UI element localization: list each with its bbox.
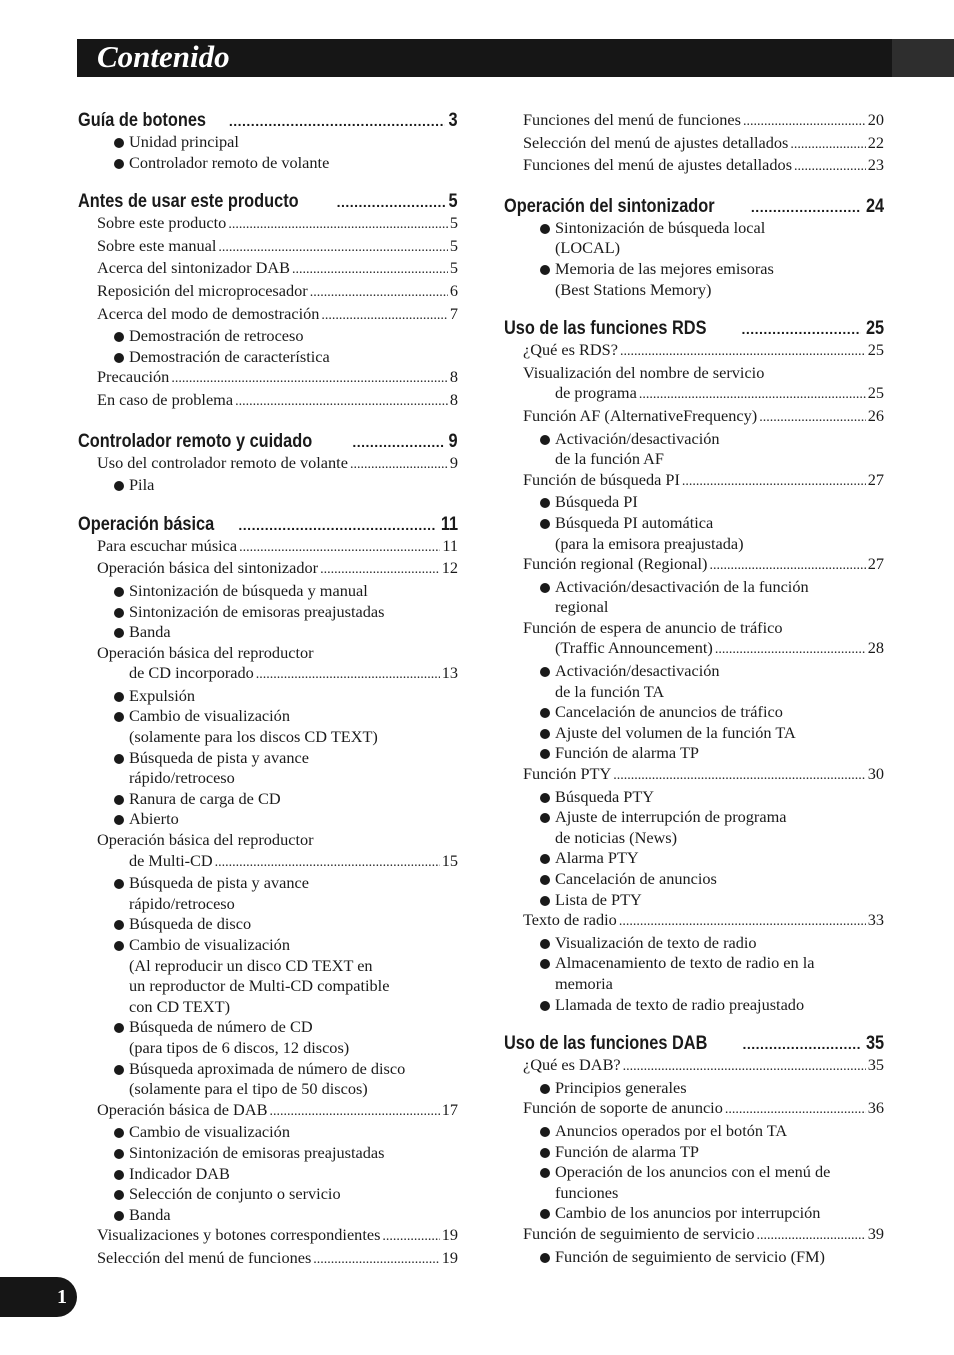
toc-entry bbox=[504, 340, 884, 363]
toc-leader-dots bbox=[790, 135, 865, 156]
page-number-tab bbox=[0, 1277, 77, 1317]
toc-entry-label: Para escuchar música bbox=[97, 535, 238, 555]
toc-page-number: 20 bbox=[867, 110, 884, 129]
toc-page-number: 11 bbox=[440, 513, 458, 535]
toc-leader-dots bbox=[228, 215, 448, 236]
toc-bullet-item bbox=[78, 132, 458, 153]
toc-bullet-item bbox=[504, 702, 884, 723]
toc-entry bbox=[78, 281, 458, 304]
toc-continuation-text: funciones bbox=[555, 1182, 619, 1202]
toc-bullet-item bbox=[504, 1162, 884, 1183]
toc-right-column bbox=[504, 110, 884, 1267]
toc-page-number: 24 bbox=[865, 195, 884, 217]
toc-page-number: 6 bbox=[449, 280, 458, 300]
toc-bullet-text: Demostración de retroceso bbox=[129, 326, 304, 346]
toc-leader-dots bbox=[320, 560, 440, 581]
toc-section-heading bbox=[504, 1033, 884, 1055]
toc-entry bbox=[504, 383, 884, 406]
toc-entry-label: Acerca del modo de demostración bbox=[97, 303, 320, 323]
toc-leader-dots bbox=[352, 434, 445, 450]
toc-bullet-item bbox=[504, 848, 884, 869]
toc-entry bbox=[78, 558, 458, 581]
toc-entry-label: Uso de las funciones DAB bbox=[504, 1033, 708, 1055]
toc-entry-label: Reposición del microprocesador bbox=[97, 280, 308, 300]
toc-continuation-text: regional bbox=[555, 597, 609, 617]
toc-entry-label: Función de soporte de anuncio bbox=[523, 1098, 723, 1118]
toc-continuation-text: rápido/retroceso bbox=[129, 768, 235, 788]
header-banner bbox=[77, 39, 954, 77]
toc-entry-label: Selección del menú de ajustes detallados bbox=[523, 132, 789, 152]
toc-bullet-text: Ranura de carga de CD bbox=[129, 788, 281, 808]
toc-bullet-item bbox=[78, 914, 458, 935]
toc-bullet-item bbox=[504, 429, 884, 450]
toc-leader-dots bbox=[256, 665, 440, 686]
toc-page-number: 9 bbox=[449, 452, 458, 472]
toc-bullet-item bbox=[504, 661, 884, 682]
toc-entry-label: Funciones del menú de funciones bbox=[523, 110, 741, 129]
toc-page-number: 22 bbox=[867, 132, 884, 152]
toc-bullet-text: Búsqueda PTY bbox=[555, 786, 655, 806]
toc-bullet-item bbox=[504, 1142, 884, 1163]
toc-page-number: 7 bbox=[449, 303, 458, 323]
toc-continuation-text: de la función TA bbox=[555, 681, 665, 701]
toc-entry-label: Operación del sintonizador bbox=[504, 195, 715, 217]
toc-entry bbox=[78, 258, 458, 281]
toc-bullet-item bbox=[78, 1122, 458, 1143]
toc-entry-label: Función de búsqueda PI bbox=[523, 469, 680, 489]
toc-leader-dots bbox=[218, 238, 448, 259]
toc-continuation-text: (solamente para el tipo de 50 discos) bbox=[129, 1079, 368, 1099]
toc-entry-label: Antes de usar este producto bbox=[78, 191, 299, 213]
toc-left-column bbox=[78, 110, 458, 1271]
toc-entry-label: Sobre este manual bbox=[97, 235, 217, 255]
toc-leader-dots bbox=[350, 455, 448, 476]
toc-bullet-text: Controlador remoto de volante bbox=[129, 152, 330, 172]
toc-bullet-item bbox=[504, 995, 884, 1016]
toc-bullet-item bbox=[78, 789, 458, 810]
toc-bullet-text: Ajuste de interrupción de programa bbox=[555, 807, 787, 827]
toc-entry bbox=[78, 536, 458, 559]
toc-leader-dots bbox=[743, 1036, 861, 1052]
toc-bullet-item bbox=[78, 1017, 458, 1038]
toc-entry bbox=[504, 133, 884, 156]
toc-continuation-text: (LOCAL) bbox=[555, 238, 621, 258]
toc-page-number: 8 bbox=[449, 389, 458, 409]
toc-entry bbox=[78, 1225, 458, 1248]
toc-entry-label: Precaución bbox=[97, 367, 170, 387]
toc-entry bbox=[504, 638, 884, 661]
toc-leader-dots bbox=[229, 113, 446, 129]
toc-leader-dots bbox=[292, 260, 448, 281]
toc-entry bbox=[78, 663, 458, 686]
toc-leader-dots bbox=[313, 1250, 439, 1271]
toc-leader-dots bbox=[794, 157, 866, 178]
toc-entry bbox=[504, 1098, 884, 1121]
toc-page-number: 5 bbox=[449, 235, 458, 255]
toc-bullet-text: Sintonización de búsqueda y manual bbox=[129, 580, 368, 600]
toc-bullet-item bbox=[78, 622, 458, 643]
toc-leader-dots bbox=[751, 199, 861, 215]
toc-bullet-item bbox=[78, 935, 458, 956]
toc-entry-text bbox=[504, 618, 884, 639]
toc-page-number: 5 bbox=[448, 191, 458, 213]
toc-entry-label: Función de seguimiento de servicio bbox=[523, 1223, 755, 1243]
toc-bullet-item bbox=[504, 577, 884, 598]
toc-page-number: 15 bbox=[441, 850, 458, 870]
toc-continuation-text: de la función AF bbox=[555, 449, 664, 469]
toc-bullet-text: Búsqueda PI automática bbox=[555, 512, 714, 532]
toc-continuation-text: memoria bbox=[555, 973, 613, 993]
toc-bullet-text: Cambio de visualización bbox=[129, 1122, 290, 1142]
toc-entry-label: de CD incorporado bbox=[129, 663, 254, 683]
toc-page-number: 11 bbox=[442, 535, 458, 555]
toc-entry-label: Función regional (Regional) bbox=[523, 554, 708, 574]
toc-entry-label: Guía de botones bbox=[78, 110, 207, 131]
toc-bullet-text: Activación/desactivación bbox=[555, 661, 720, 681]
toc-entry-text bbox=[504, 363, 884, 384]
toc-section-heading bbox=[78, 514, 458, 536]
toc-bullet-item bbox=[504, 953, 884, 974]
toc-leader-dots bbox=[715, 640, 866, 661]
toc-entry bbox=[78, 304, 458, 327]
header-tab bbox=[892, 39, 954, 77]
toc-entry-label: de programa bbox=[555, 383, 637, 403]
toc-page-number: 19 bbox=[441, 1247, 458, 1267]
toc-bullet-text: Lista de PTY bbox=[555, 889, 642, 909]
toc-leader-dots bbox=[682, 472, 866, 493]
toc-section-heading bbox=[504, 196, 884, 218]
toc-entry bbox=[504, 1055, 884, 1078]
toc-page-number: 28 bbox=[867, 638, 884, 658]
toc-bullet-item bbox=[504, 890, 884, 911]
toc-bullet-text: Búsqueda aproximada de número de disco bbox=[129, 1058, 406, 1078]
toc-bullet-text: Búsqueda de pista y avance bbox=[129, 747, 309, 767]
toc-leader-dots bbox=[269, 1102, 439, 1123]
toc-leader-dots bbox=[310, 283, 448, 304]
toc-entry-label: Función de espera de anuncio de tráfico bbox=[523, 617, 783, 637]
toc-continuation-text: (Al reproducir un disco CD TEXT en bbox=[129, 955, 373, 975]
toc-leader-dots bbox=[239, 538, 440, 559]
toc-page-number: 35 bbox=[865, 1033, 884, 1055]
toc-page-number: 35 bbox=[867, 1055, 884, 1075]
toc-bullet-item bbox=[78, 1059, 458, 1080]
toc-bullet-text: Función de alarma TP bbox=[555, 743, 699, 763]
toc-entry bbox=[78, 851, 458, 874]
toc-bullet-text: Cancelación de anuncios bbox=[555, 869, 717, 888]
toc-bullet-item bbox=[504, 1203, 884, 1224]
toc-page-number: 17 bbox=[441, 1099, 458, 1119]
toc-bullet-item bbox=[78, 475, 458, 496]
toc-leader-dots bbox=[743, 112, 866, 133]
toc-bullet-text: Llamada de texto de radio preajustado bbox=[555, 994, 805, 1014]
toc-bullet-item bbox=[78, 1184, 458, 1205]
toc-bullet-item bbox=[78, 873, 458, 894]
toc-bullet-text: Sintonización de emisoras preajustadas bbox=[129, 1142, 385, 1162]
toc-entry-text bbox=[78, 643, 458, 664]
toc-entry-label: Operación básica del reproductor bbox=[97, 642, 314, 662]
toc-page-number: 25 bbox=[865, 318, 884, 340]
toc-bullet-text: Banda bbox=[129, 622, 171, 642]
toc-bullet-text: Expulsión bbox=[129, 685, 196, 705]
toc-entry bbox=[504, 110, 884, 133]
toc-bullet-text: Memoria de las mejores emisoras bbox=[555, 258, 774, 278]
toc-bullet-text: Ajuste del volumen de la función TA bbox=[555, 722, 796, 742]
toc-bullet-text: Indicador DAB bbox=[129, 1163, 230, 1183]
toc-entry-label: de Multi-CD bbox=[129, 850, 213, 870]
toc-leader-dots bbox=[215, 853, 440, 874]
toc-page-number: 25 bbox=[867, 340, 884, 360]
toc-page-number: 3 bbox=[448, 110, 458, 131]
toc-entry bbox=[78, 367, 458, 390]
toc-leader-dots bbox=[725, 1100, 866, 1121]
toc-bullet-text: Unidad principal bbox=[129, 132, 239, 151]
toc-page-number: 27 bbox=[867, 554, 884, 574]
toc-page-number: 26 bbox=[867, 405, 884, 425]
toc-bullet-item bbox=[78, 706, 458, 727]
toc-continuation-text: con CD TEXT) bbox=[129, 996, 230, 1016]
toc-bullet-item bbox=[78, 326, 458, 347]
toc-page-number: 5 bbox=[449, 258, 458, 278]
toc-bullet-text: Activación/desactivación de la función bbox=[555, 576, 809, 596]
page-title: Contenido bbox=[97, 39, 230, 74]
toc-bullet-item bbox=[504, 513, 884, 534]
toc-entry-label: Operación básica bbox=[78, 513, 215, 535]
toc-bullet-item bbox=[78, 1205, 458, 1226]
toc-entry-label: En caso de problema bbox=[97, 389, 234, 409]
toc-leader-dots bbox=[238, 517, 436, 533]
toc-leader-dots bbox=[709, 556, 865, 577]
toc-bullet-text: Visualización de texto de radio bbox=[555, 932, 757, 952]
toc-bullet-item bbox=[504, 1247, 884, 1268]
toc-page-number: 30 bbox=[867, 764, 884, 784]
toc-leader-dots bbox=[613, 766, 866, 787]
toc-entry bbox=[78, 236, 458, 259]
toc-entry-label: (Traffic Announcement) bbox=[555, 638, 713, 658]
toc-bullet-item bbox=[504, 869, 884, 890]
toc-continuation-text: (para tipos de 6 discos, 12 discos) bbox=[129, 1037, 350, 1057]
toc-bullet-text: Búsqueda PI bbox=[555, 492, 638, 512]
toc-entry-label: Operación básica de DAB bbox=[97, 1099, 268, 1119]
toc-page-number: 36 bbox=[867, 1098, 884, 1118]
toc-page-number: 27 bbox=[867, 469, 884, 489]
toc-bullet-text: Función de seguimiento de servicio (FM) bbox=[555, 1246, 825, 1266]
toc-continuation-text: un reproductor de Multi-CD compatible bbox=[129, 976, 390, 996]
toc-continuation-text: rápido/retroceso bbox=[129, 893, 235, 913]
toc-leader-dots bbox=[623, 1057, 866, 1078]
toc-entry-label: Visualización del nombre de servicio bbox=[523, 362, 765, 382]
toc-bullet-item bbox=[504, 807, 884, 828]
toc-bullet-item bbox=[78, 1164, 458, 1185]
toc-bullet-item bbox=[78, 153, 458, 174]
toc-page-number: 9 bbox=[448, 430, 458, 452]
toc-leader-dots bbox=[620, 342, 866, 363]
toc-bullet-item bbox=[504, 933, 884, 954]
toc-bullet-item bbox=[504, 743, 884, 764]
toc-entry bbox=[78, 213, 458, 236]
toc-section-heading bbox=[78, 431, 458, 453]
toc-entry-label: Uso del controlador remoto de volante bbox=[97, 452, 348, 472]
toc-entry-label: ¿Qué es RDS? bbox=[523, 340, 618, 360]
toc-continuation-text: de noticias (News) bbox=[555, 827, 678, 847]
toc-entry bbox=[504, 910, 884, 933]
toc-bullet-text: Pila bbox=[129, 475, 155, 495]
toc-bullet-item bbox=[504, 723, 884, 744]
toc-entry bbox=[78, 1248, 458, 1271]
toc-entry-label: Función AF (AlternativeFrequency) bbox=[523, 405, 758, 425]
toc-bullet-text: Anuncios operados por el botón TA bbox=[555, 1120, 788, 1140]
toc-section-heading bbox=[504, 318, 884, 340]
toc-bullet-text: Sintonización de búsqueda local bbox=[555, 217, 766, 237]
toc-bullet-text: Alarma PTY bbox=[555, 848, 639, 868]
toc-bullet-text: Activación/desactivación bbox=[555, 428, 720, 448]
toc-entry bbox=[504, 764, 884, 787]
toc-entry bbox=[504, 406, 884, 429]
toc-bullet-text: Sintonización de emisoras preajustadas bbox=[129, 601, 385, 621]
toc-bullet-item bbox=[504, 1121, 884, 1142]
toc-bullet-text: Selección de conjunto o servicio bbox=[129, 1184, 341, 1204]
toc-continuation-text: (para la emisora preajustada) bbox=[555, 533, 744, 553]
page-number: 1 bbox=[57, 1286, 67, 1308]
toc-leader-dots bbox=[639, 385, 866, 406]
toc-section-heading bbox=[78, 110, 458, 132]
toc-bullet-item bbox=[504, 492, 884, 513]
toc-entry bbox=[78, 453, 458, 476]
toc-bullet-text: Búsqueda de disco bbox=[129, 914, 252, 934]
toc-page-number: 39 bbox=[867, 1223, 884, 1243]
toc-entry-label: Funciones del menú de ajustes detallados bbox=[523, 155, 793, 175]
toc-bullet-text: Cambio de visualización bbox=[129, 706, 290, 726]
toc-bullet-text: Banda bbox=[129, 1204, 171, 1224]
toc-entry bbox=[78, 390, 458, 413]
toc-bullet-item bbox=[78, 347, 458, 368]
toc-bullet-item bbox=[504, 259, 884, 280]
toc-leader-dots bbox=[235, 392, 448, 413]
toc-section-heading bbox=[78, 191, 458, 213]
toc-entry bbox=[504, 155, 884, 178]
toc-entry-label: Acerca del sintonizador DAB bbox=[97, 258, 291, 278]
toc-page-number: 8 bbox=[449, 367, 458, 387]
toc-continuation-text: (Best Stations Memory) bbox=[555, 279, 712, 299]
toc-bullet-item bbox=[78, 581, 458, 602]
toc-leader-dots bbox=[759, 408, 866, 429]
toc-bullet-text: Almacenamiento de texto de radio en la bbox=[555, 953, 815, 973]
toc-entry-label: Sobre este producto bbox=[97, 213, 227, 233]
toc-page-number: 5 bbox=[449, 213, 458, 233]
toc-bullet-item bbox=[78, 686, 458, 707]
toc-bullet-item bbox=[78, 748, 458, 769]
toc-leader-dots bbox=[741, 321, 860, 337]
toc-page-number: 13 bbox=[441, 663, 458, 683]
toc-entry-label: Visualizaciones y botones correspondientes bbox=[97, 1225, 381, 1245]
toc-leader-dots bbox=[619, 912, 866, 933]
toc-entry bbox=[504, 470, 884, 493]
toc-bullet-item bbox=[504, 787, 884, 808]
toc-leader-dots bbox=[757, 1226, 866, 1247]
toc-entry-label: Texto de radio bbox=[523, 910, 617, 930]
toc-leader-dots bbox=[337, 194, 446, 210]
toc-entry-label: Operación básica del sintonizador bbox=[97, 558, 319, 578]
toc-continuation-text: (solamente para los discos CD TEXT) bbox=[129, 727, 378, 747]
toc-entry bbox=[504, 1224, 884, 1247]
toc-leader-dots bbox=[321, 306, 447, 327]
toc-bullet-item bbox=[78, 809, 458, 830]
toc-leader-dots bbox=[382, 1227, 439, 1248]
toc-bullet-text: Cambio de los anuncios por interrupción bbox=[555, 1203, 821, 1223]
toc-bullet-text: Operación de los anuncios con el menú de bbox=[555, 1162, 831, 1182]
toc-page-number: 25 bbox=[867, 383, 884, 403]
toc-leader-dots bbox=[171, 369, 448, 390]
toc-entry bbox=[504, 554, 884, 577]
toc-entry-label: ¿Qué es DAB? bbox=[523, 1055, 621, 1075]
toc-bullet-text: Cambio de visualización bbox=[129, 935, 290, 954]
toc-bullet-item bbox=[504, 1078, 884, 1099]
toc-entry bbox=[78, 1100, 458, 1123]
toc-bullet-text: Abierto bbox=[129, 809, 179, 829]
toc-entry-text bbox=[78, 830, 458, 851]
toc-bullet-item bbox=[78, 602, 458, 623]
toc-entry-label: Uso de las funciones RDS bbox=[504, 318, 707, 340]
toc-page-number: 19 bbox=[441, 1225, 458, 1245]
toc-bullet-text: Demostración de característica bbox=[129, 346, 330, 366]
toc-bullet-text: Función de alarma TP bbox=[555, 1141, 699, 1161]
toc-bullet-text: Cancelación de anuncios de tráfico bbox=[555, 702, 783, 722]
toc-bullet-item bbox=[504, 218, 884, 239]
toc-entry-label: Operación básica del reproductor bbox=[97, 830, 314, 850]
toc-entry-label: Controlador remoto y cuidado bbox=[78, 430, 313, 452]
toc-entry-label: Función PTY bbox=[523, 764, 612, 784]
toc-bullet-text: Principios generales bbox=[555, 1077, 687, 1097]
toc-entry-label: Selección del menú de funciones bbox=[97, 1247, 312, 1267]
toc-bullet-text: Búsqueda de pista y avance bbox=[129, 873, 309, 893]
toc-page-number: 12 bbox=[441, 558, 458, 578]
toc-bullet-item bbox=[78, 1143, 458, 1164]
toc-page-number: 23 bbox=[867, 155, 884, 175]
toc-page-number: 33 bbox=[867, 910, 884, 930]
toc-bullet-text: Búsqueda de número de CD bbox=[129, 1017, 313, 1037]
